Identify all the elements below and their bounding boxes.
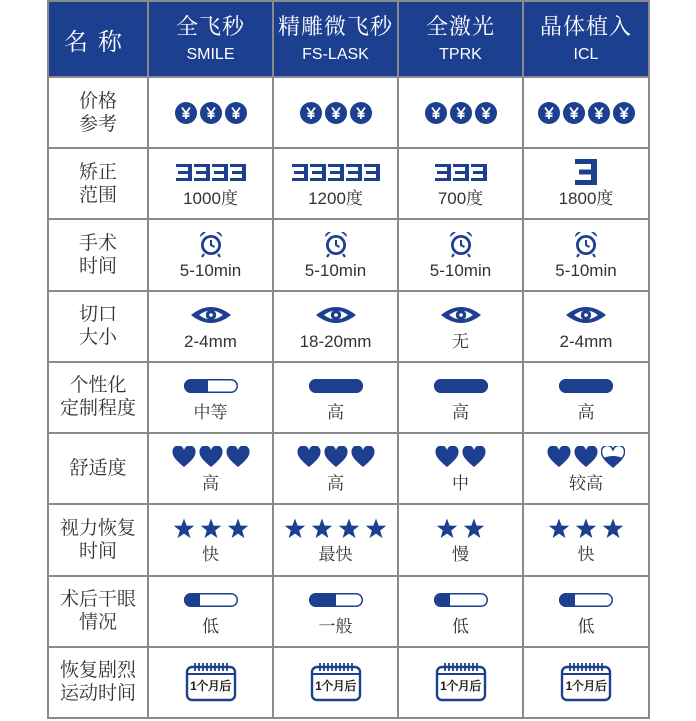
- heart-icon: [199, 446, 223, 468]
- cell-icons: [524, 229, 648, 259]
- yuan-icon: [588, 102, 610, 124]
- cell-incision: [398, 291, 523, 362]
- yuan-icon: [538, 102, 560, 124]
- cell-exercise: [398, 647, 523, 718]
- yuan-icon: [200, 102, 222, 124]
- header-method-tprk: 全激光 TPRK: [398, 1, 523, 77]
- comparison-table: [47, 0, 650, 719]
- level-bar-icon: [434, 593, 488, 607]
- star-icon: [200, 518, 222, 539]
- eye-chart-e-icon: [471, 164, 487, 181]
- header-corner: 名称: [48, 1, 148, 77]
- cell-recovery: [148, 504, 273, 575]
- cell-dry_eye: [523, 576, 649, 647]
- heart-icon: [351, 446, 375, 468]
- cell-icons: [524, 585, 648, 615]
- calendar-badge-text: 1个月后: [190, 679, 231, 694]
- row-label-line: 价格: [78, 90, 117, 112]
- eye-chart-e-icon: [453, 164, 469, 181]
- cell-price: [398, 77, 523, 148]
- eye-chart-e-icon: [292, 164, 308, 181]
- eye-icon: [190, 304, 232, 326]
- cell-value: 1000度: [183, 189, 238, 209]
- level-bar-icon: [559, 379, 613, 393]
- cell-icons: [274, 300, 397, 330]
- eye-chart-e-icon: [310, 164, 326, 181]
- cell-value: 一般: [318, 616, 353, 636]
- star-icon: [173, 518, 195, 539]
- star-icon: [602, 518, 624, 539]
- row-label-line: 恢复剧烈: [59, 660, 136, 682]
- cell-incision: [273, 291, 398, 362]
- cell-dry_eye: [398, 576, 523, 647]
- calendar-badge-text: 1个月后: [315, 679, 356, 694]
- yuan-icon: [350, 102, 372, 124]
- cell-value: 最快: [318, 545, 353, 565]
- cell-value: 快: [202, 545, 219, 565]
- row-recovery: [48, 504, 649, 575]
- cell-exercise: [148, 647, 273, 718]
- star-icon: [365, 518, 387, 539]
- cell-range: [273, 148, 398, 219]
- cell-icons: [149, 513, 272, 543]
- heart-icon: [172, 446, 196, 468]
- yuan-icon: [175, 102, 197, 124]
- row-range: [48, 148, 649, 219]
- cell-customization: [273, 362, 398, 433]
- cell-recovery: [398, 504, 523, 575]
- row-label-incision: [48, 291, 148, 362]
- eye-chart-e-icon: [176, 164, 192, 181]
- cell-customization: [523, 362, 649, 433]
- cell-value: 高: [577, 402, 595, 422]
- cell-customization: [398, 362, 523, 433]
- row-surgery_time: [48, 219, 649, 290]
- row-label-line: 个性化: [69, 375, 127, 397]
- cell-icons: [399, 98, 522, 128]
- row-label-recovery: [48, 504, 148, 575]
- calendar-badge: [185, 662, 237, 702]
- cell-value: 5-10min: [179, 260, 242, 280]
- cell-value: 高: [202, 474, 219, 494]
- cell-price: [523, 77, 649, 148]
- eye-icon: [440, 304, 482, 326]
- star-icon: [227, 518, 249, 539]
- calendar-badge: [310, 662, 362, 702]
- cell-comfort: [273, 433, 398, 504]
- calendar-badge-text: 1个月后: [440, 679, 481, 694]
- eye-chart-e-icon: [194, 164, 210, 181]
- row-label-line: 舒适度: [69, 458, 127, 480]
- level-bar-icon: [309, 379, 363, 393]
- cell-value: 高: [327, 474, 344, 494]
- eye-chart-e-icon: [230, 164, 246, 181]
- row-label-line: 视力恢复: [59, 517, 136, 539]
- cell-icons: [274, 98, 397, 128]
- row-label-exercise: [48, 647, 148, 718]
- row-label-surgery_time: [48, 219, 148, 290]
- cell-customization: [148, 362, 273, 433]
- alarm-clock-icon: [322, 230, 350, 258]
- yuan-icon: [450, 102, 472, 124]
- cell-icons: [274, 513, 397, 543]
- star-icon: [284, 518, 306, 539]
- cell-icons: [274, 157, 397, 187]
- cell-value: 5-10min: [429, 260, 492, 280]
- yuan-icon: [613, 102, 635, 124]
- cell-surgery_time: [398, 219, 523, 290]
- level-bar-icon: [184, 379, 238, 393]
- row-label-price: [48, 77, 148, 148]
- cell-icons: [524, 371, 648, 401]
- row-label-customization: [48, 362, 148, 433]
- cell-value: 1800度: [558, 189, 614, 209]
- cell-exercise: [523, 647, 649, 718]
- cell-value: 高: [327, 402, 344, 422]
- level-bar-icon: [309, 593, 363, 607]
- eye-chart-e-icon: [575, 159, 597, 185]
- cell-incision: [148, 291, 273, 362]
- row-comfort: [48, 433, 649, 504]
- cell-comfort: [148, 433, 273, 504]
- alarm-clock-icon: [572, 230, 600, 258]
- heart-icon: [435, 446, 459, 468]
- cell-value: 慢: [452, 545, 469, 565]
- star-icon: [575, 518, 597, 539]
- cell-icons: [399, 300, 522, 330]
- cell-value: 中: [452, 474, 469, 494]
- cell-icons: [524, 98, 648, 128]
- cell-price: [273, 77, 398, 148]
- star-icon: [548, 518, 570, 539]
- cell-icons: [149, 371, 272, 401]
- eye-chart-e-icon: [435, 164, 451, 181]
- eye-chart-e-icon: [364, 164, 380, 181]
- cell-icons: [149, 98, 272, 128]
- cell-icons: [149, 442, 272, 472]
- cell-icons: [274, 661, 397, 703]
- cell-value: 2-4mm: [184, 331, 237, 351]
- row-label-comfort: [48, 433, 148, 504]
- header-row: [48, 1, 649, 77]
- cell-icons: [524, 661, 648, 703]
- heart-icon: [547, 446, 571, 468]
- yuan-icon: [325, 102, 347, 124]
- row-incision: [48, 291, 649, 362]
- cell-icons: [274, 442, 397, 472]
- cell-icons: [399, 371, 522, 401]
- yuan-icon: [475, 102, 497, 124]
- row-label-dry_eye: [48, 576, 148, 647]
- row-exercise: [48, 647, 649, 718]
- cell-icons: [149, 661, 272, 703]
- row-label-line: 术后干眼: [59, 589, 136, 611]
- yuan-icon: [300, 102, 322, 124]
- cell-icons: [524, 513, 648, 543]
- cell-range: [523, 148, 649, 219]
- star-icon: [463, 518, 485, 539]
- alarm-clock-icon: [447, 230, 475, 258]
- row-label-line: 运动时间: [59, 683, 136, 705]
- cell-range: [398, 148, 523, 219]
- heart-icon: [324, 446, 348, 468]
- cell-icons: [524, 442, 648, 472]
- heart-icon: [574, 446, 598, 468]
- cell-icons: [149, 229, 272, 259]
- cell-value: 低: [577, 616, 595, 636]
- row-label-line: 情况: [78, 612, 117, 634]
- cell-value: 较高: [569, 474, 603, 494]
- cell-value: 1200度: [308, 189, 363, 209]
- row-label-range: [48, 148, 148, 219]
- row-dry_eye: [48, 576, 649, 647]
- cell-icons: [399, 661, 522, 703]
- cell-exercise: [273, 647, 398, 718]
- row-label-line: 范围: [78, 184, 117, 206]
- cell-icons: [524, 157, 648, 187]
- cell-range: [148, 148, 273, 219]
- cell-value: 700度: [437, 189, 484, 209]
- row-label-line: 时间: [78, 540, 117, 562]
- cell-value: 18-20mm: [299, 331, 372, 351]
- alarm-clock-icon: [197, 230, 225, 258]
- row-label-line: 定制程度: [59, 398, 136, 420]
- cell-value: 快: [577, 545, 595, 565]
- header-method-icl: 晶体植入 ICL: [523, 1, 649, 77]
- cell-icons: [399, 585, 522, 615]
- star-icon: [338, 518, 360, 539]
- star-icon: [311, 518, 333, 539]
- cell-icons: [149, 585, 272, 615]
- cell-icons: [524, 300, 648, 330]
- star-icon: [436, 518, 458, 539]
- cell-value: 高: [452, 402, 469, 422]
- eye-icon: [315, 304, 357, 326]
- cell-icons: [399, 513, 522, 543]
- cell-recovery: [273, 504, 398, 575]
- cell-dry_eye: [273, 576, 398, 647]
- cell-value: 2-4mm: [559, 331, 613, 351]
- cell-icons: [274, 585, 397, 615]
- cell-dry_eye: [148, 576, 273, 647]
- cell-value: 低: [452, 616, 469, 636]
- cell-surgery_time: [523, 219, 649, 290]
- calendar-badge-text: 1个月后: [565, 679, 607, 694]
- row-label-line: 切口: [78, 304, 117, 326]
- row-price: [48, 77, 649, 148]
- cell-value: 中等: [193, 402, 228, 422]
- cell-icons: [399, 229, 522, 259]
- eye-chart-e-icon: [328, 164, 344, 181]
- yuan-icon: [225, 102, 247, 124]
- cell-icons: [399, 157, 522, 187]
- level-bar-icon: [184, 593, 238, 607]
- heart-icon: [462, 446, 486, 468]
- row-customization: [48, 362, 649, 433]
- calendar-badge: [560, 662, 612, 702]
- eye-chart-e-icon: [212, 164, 228, 181]
- cell-icons: [149, 300, 272, 330]
- cell-comfort: [523, 433, 649, 504]
- cell-value: 5-10min: [555, 260, 617, 280]
- cell-surgery_time: [148, 219, 273, 290]
- level-bar-icon: [559, 593, 613, 607]
- heart-icon: [226, 446, 250, 468]
- row-label-line: 大小: [78, 327, 117, 349]
- cell-price: [148, 77, 273, 148]
- cell-value: 低: [202, 616, 219, 636]
- eye-chart-e-icon: [346, 164, 362, 181]
- row-label-line: 参考: [78, 113, 117, 135]
- cell-recovery: [523, 504, 649, 575]
- cell-icons: [274, 371, 397, 401]
- row-label-line: 手术: [78, 233, 117, 255]
- yuan-icon: [425, 102, 447, 124]
- cell-surgery_time: [273, 219, 398, 290]
- eye-icon: [565, 304, 607, 326]
- cell-icons: [399, 442, 522, 472]
- cell-icons: [274, 229, 397, 259]
- half-heart-icon: [601, 446, 625, 468]
- header-method-fslask: 精雕微飞秒 FS-LASK: [273, 1, 398, 77]
- cell-icons: [149, 157, 272, 187]
- header-method-smile: 全飞秒 SMILE: [148, 1, 273, 77]
- cell-value: 5-10min: [304, 260, 367, 280]
- row-label-line: 矫正: [78, 161, 117, 183]
- cell-value: 无: [452, 331, 469, 351]
- cell-incision: [523, 291, 649, 362]
- yuan-icon: [563, 102, 585, 124]
- calendar-badge: [435, 662, 487, 702]
- level-bar-icon: [434, 379, 488, 393]
- heart-icon: [297, 446, 321, 468]
- cell-comfort: [398, 433, 523, 504]
- row-label-line: 时间: [78, 256, 117, 278]
